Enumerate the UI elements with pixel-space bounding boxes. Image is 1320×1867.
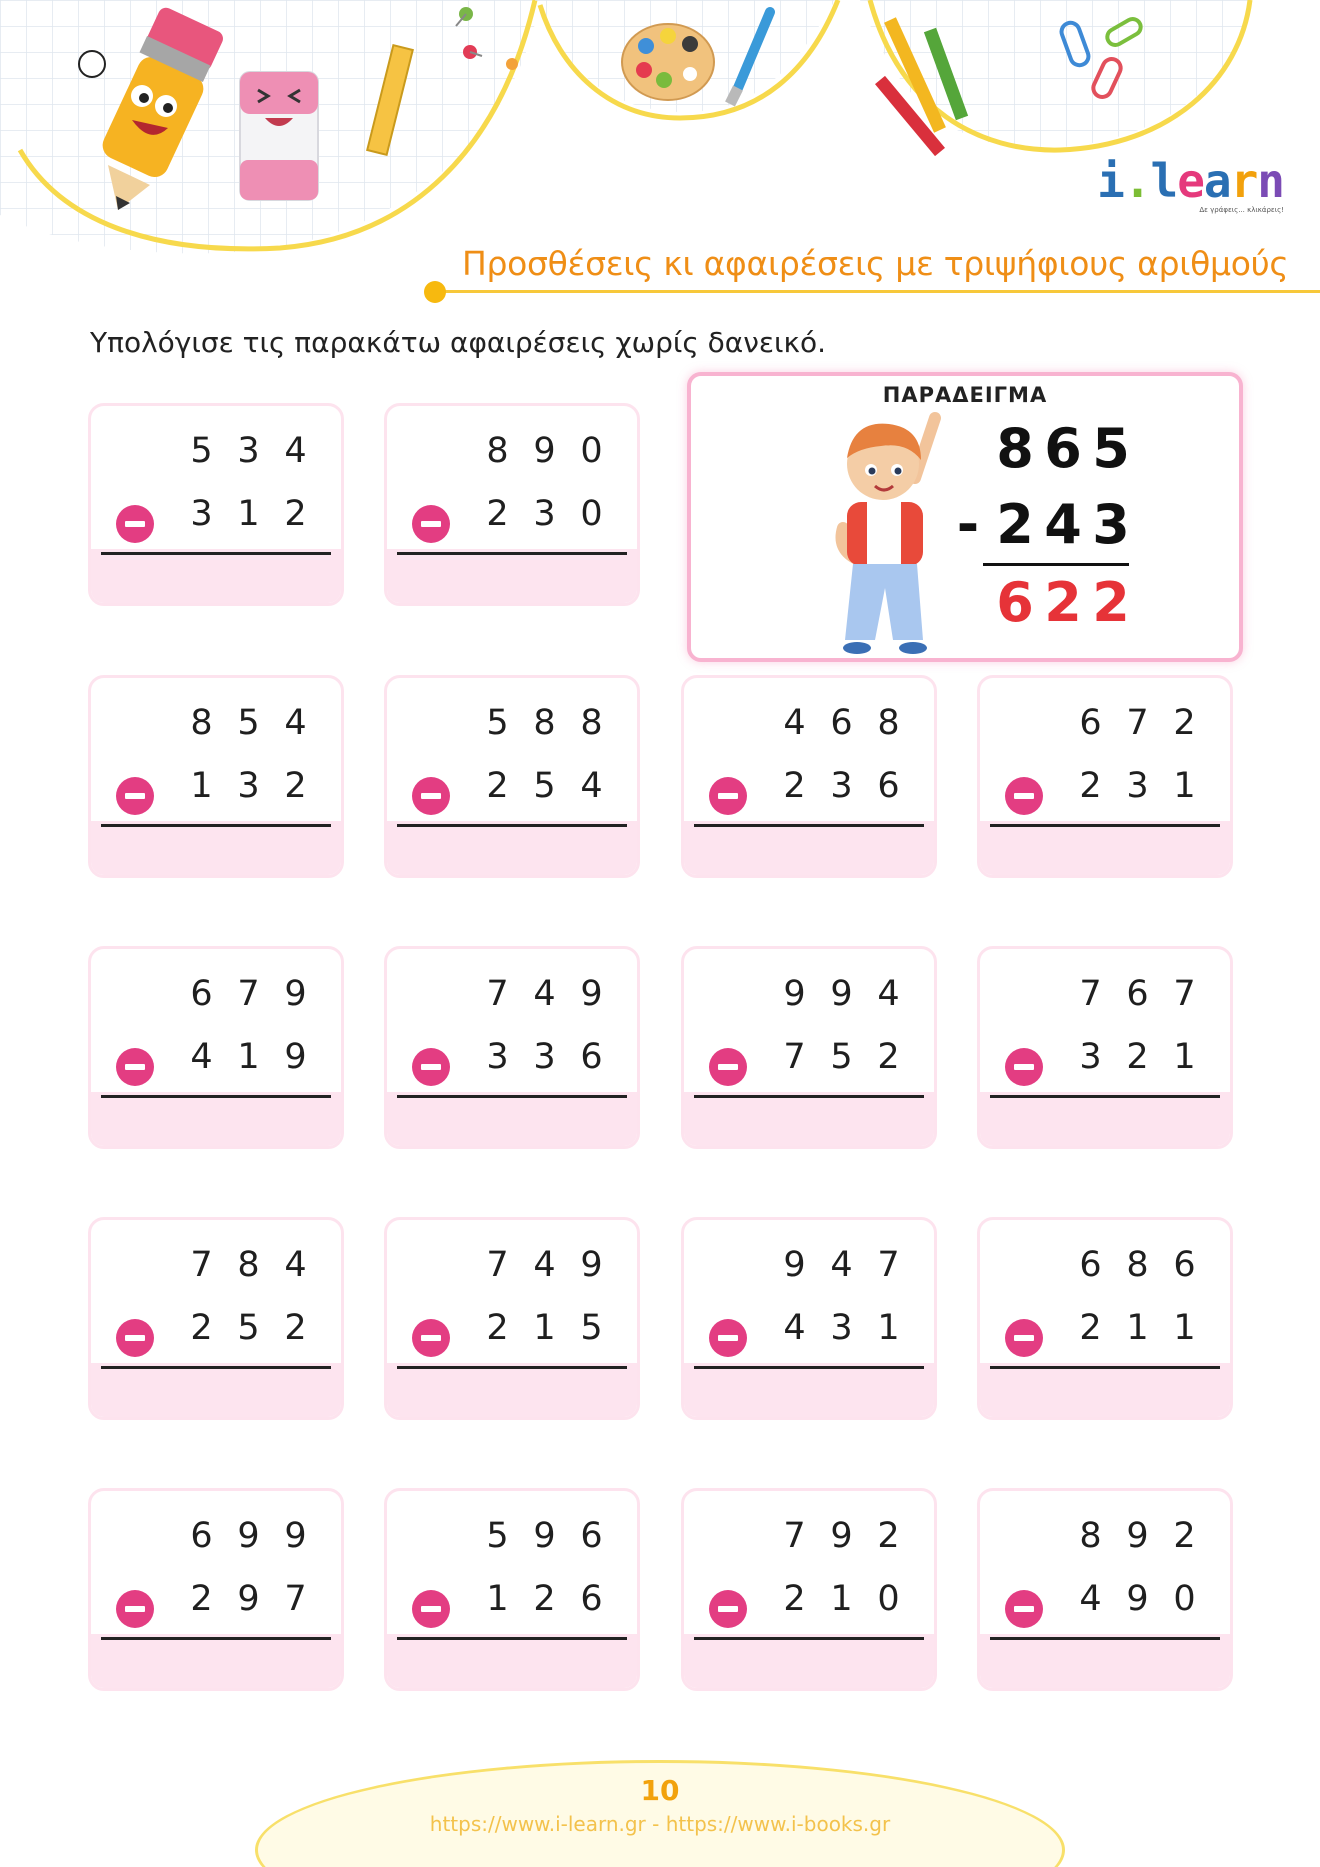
subtrahend xyxy=(771,1037,912,1077)
sum-line xyxy=(694,824,924,827)
subtraction-exercise[interactable] xyxy=(977,1488,1233,1691)
minuend xyxy=(1067,1245,1208,1285)
digit: 5 xyxy=(1092,417,1130,480)
minus-icon xyxy=(709,1319,747,1357)
minus-icon xyxy=(412,1048,450,1086)
digit: 5 xyxy=(237,703,260,743)
subtraction-exercise[interactable] xyxy=(977,946,1233,1149)
answer-area[interactable] xyxy=(684,1634,934,1688)
sum-line xyxy=(101,1637,331,1640)
minus-icon xyxy=(1005,1590,1043,1628)
digit: 7 xyxy=(783,1037,806,1077)
digit: 3 xyxy=(830,766,853,806)
subtrahend xyxy=(178,1037,319,1077)
digit: 2 xyxy=(533,1579,556,1619)
digit: 8 xyxy=(486,431,509,471)
digit: 2 xyxy=(1044,571,1082,634)
digit: 1 xyxy=(190,766,213,806)
digit: 3 xyxy=(830,1308,853,1348)
digit: 4 xyxy=(1079,1579,1102,1619)
digit: 2 xyxy=(783,1579,806,1619)
minuend xyxy=(474,1245,615,1285)
sum-line xyxy=(101,1095,331,1098)
answer-area[interactable] xyxy=(91,1092,341,1146)
subtrahend xyxy=(1067,1308,1208,1348)
digit: 2 xyxy=(1079,1308,1102,1348)
digit: 9 xyxy=(830,974,853,1014)
digit: 9 xyxy=(580,1245,603,1285)
subtraction-exercise[interactable] xyxy=(681,1488,937,1691)
instruction-text: Υπολόγισε τις παρακάτω αφαιρέσεις χωρίς δανεικό. xyxy=(90,326,827,359)
subtrahend xyxy=(771,1579,912,1619)
answer-area[interactable] xyxy=(91,549,341,603)
digit: 6 xyxy=(1126,974,1149,1014)
digit: 4 xyxy=(284,1245,307,1285)
digit: 1 xyxy=(1173,766,1196,806)
digit: 1 xyxy=(877,1308,900,1348)
digit: 5 xyxy=(237,1308,260,1348)
digit: 7 xyxy=(1126,703,1149,743)
subtrahend xyxy=(474,1037,615,1077)
answer-area[interactable] xyxy=(980,1634,1230,1688)
digit: 8 xyxy=(580,703,603,743)
logo-letter: n xyxy=(1257,154,1284,208)
digit: 1 xyxy=(1126,1308,1149,1348)
minuend xyxy=(771,703,912,743)
digit: 1 xyxy=(237,494,260,534)
digit: 4 xyxy=(533,1245,556,1285)
page-number: 10 xyxy=(640,1774,680,1807)
digit: 0 xyxy=(877,1579,900,1619)
logo-letter: i xyxy=(1097,154,1124,208)
minuend xyxy=(178,1516,319,1556)
subtrahend xyxy=(178,1308,319,1348)
minus-icon xyxy=(709,1590,747,1628)
digit: 3 xyxy=(1092,493,1130,556)
subtrahend xyxy=(474,766,615,806)
subtrahend xyxy=(178,766,319,806)
footer-links[interactable]: https://www.i-learn.gr - https://www.i-books.gr xyxy=(429,1812,891,1836)
subtraction-exercise[interactable] xyxy=(88,675,344,878)
subtrahend xyxy=(1067,766,1208,806)
digit: 2 xyxy=(486,766,509,806)
sum-line xyxy=(694,1637,924,1640)
digit: 3 xyxy=(486,1037,509,1077)
digit: 2 xyxy=(486,1308,509,1348)
digit: 6 xyxy=(830,703,853,743)
answer-area[interactable] xyxy=(91,1634,341,1688)
digit: 7 xyxy=(783,1516,806,1556)
digit: 7 xyxy=(877,1245,900,1285)
subtrahend xyxy=(474,1308,615,1348)
sum-line xyxy=(397,1095,627,1098)
brand-logo xyxy=(1097,154,1284,214)
digit: 2 xyxy=(190,1308,213,1348)
digit: 1 xyxy=(533,1308,556,1348)
digit: 4 xyxy=(190,1037,213,1077)
subtrahend xyxy=(178,494,319,534)
example-label: ΠΑΡΑΔΕΙΓΜΑ xyxy=(882,383,1048,407)
digit: 7 xyxy=(1079,974,1102,1014)
digit: 2 xyxy=(996,493,1034,556)
example-result xyxy=(991,571,1135,634)
minus-icon xyxy=(412,505,450,543)
subtraction-exercise[interactable] xyxy=(977,1217,1233,1420)
logo-letter: l xyxy=(1150,154,1178,208)
digit: 2 xyxy=(1173,703,1196,743)
digit: 2 xyxy=(284,766,307,806)
answer-area[interactable] xyxy=(684,821,934,875)
minuend xyxy=(1067,974,1208,1014)
subtrahend xyxy=(474,1579,615,1619)
digit: 2 xyxy=(1079,766,1102,806)
logo-letter: . xyxy=(1123,154,1151,208)
answer-area[interactable] xyxy=(980,821,1230,875)
subtrahend xyxy=(178,1579,319,1619)
digit: 7 xyxy=(237,974,260,1014)
subtrahend xyxy=(474,494,615,534)
digit: 6 xyxy=(1044,417,1082,480)
digit: 6 xyxy=(580,1579,603,1619)
digit: 2 xyxy=(877,1037,900,1077)
digit: 2 xyxy=(1126,1037,1149,1077)
digit: 4 xyxy=(284,703,307,743)
digit: 9 xyxy=(830,1516,853,1556)
logo-letter: a xyxy=(1203,154,1231,208)
minuend xyxy=(178,431,319,471)
subtraction-exercise[interactable] xyxy=(88,1217,344,1420)
digit: 3 xyxy=(533,1037,556,1077)
minuend xyxy=(178,703,319,743)
digit: 5 xyxy=(486,1516,509,1556)
digit: 3 xyxy=(533,494,556,534)
paint-palette-icon xyxy=(622,24,714,100)
digit: 2 xyxy=(1092,571,1130,634)
sum-line xyxy=(101,824,331,827)
title-bullet xyxy=(424,281,446,303)
digit: 3 xyxy=(237,431,260,471)
digit: 9 xyxy=(533,1516,556,1556)
subtrahend xyxy=(1067,1579,1208,1619)
subtraction-exercise[interactable] xyxy=(384,403,640,606)
sum-line xyxy=(990,1095,1220,1098)
digit: 9 xyxy=(1126,1516,1149,1556)
digit: 5 xyxy=(830,1037,853,1077)
sum-line xyxy=(990,824,1220,827)
digit: 8 xyxy=(1126,1245,1149,1285)
sum-line xyxy=(397,824,627,827)
subtraction-exercise[interactable] xyxy=(88,1488,344,1691)
digit: 3 xyxy=(1079,1037,1102,1077)
digit: 6 xyxy=(580,1516,603,1556)
digit: 8 xyxy=(877,703,900,743)
digit: 6 xyxy=(1079,703,1102,743)
answer-area[interactable] xyxy=(684,1363,934,1417)
subtrahend xyxy=(771,1308,912,1348)
sum-line xyxy=(397,1366,627,1369)
digit: 9 xyxy=(284,1037,307,1077)
digit: 4 xyxy=(1044,493,1082,556)
sum-line xyxy=(990,1366,1220,1369)
minus-icon xyxy=(116,777,154,815)
answer-area[interactable] xyxy=(684,1092,934,1146)
digit: 9 xyxy=(580,974,603,1014)
minuend xyxy=(474,1516,615,1556)
subtraction-exercise[interactable] xyxy=(88,403,344,606)
minus-icon xyxy=(116,1590,154,1628)
digit: 9 xyxy=(1126,1579,1149,1619)
digit: 2 xyxy=(284,494,307,534)
digit: 3 xyxy=(237,766,260,806)
minuend xyxy=(474,703,615,743)
digit: 9 xyxy=(237,1579,260,1619)
title-underline xyxy=(428,290,1320,293)
minus-icon xyxy=(412,1319,450,1357)
minus-icon xyxy=(116,1319,154,1357)
digit: 7 xyxy=(1173,974,1196,1014)
digit: 2 xyxy=(190,1579,213,1619)
digit: 6 xyxy=(996,571,1034,634)
digit: 0 xyxy=(580,431,603,471)
digit: 6 xyxy=(1079,1245,1102,1285)
subtraction-exercise[interactable] xyxy=(88,946,344,1149)
answer-area[interactable] xyxy=(91,821,341,875)
minus-icon xyxy=(116,505,154,543)
digit: 9 xyxy=(284,974,307,1014)
answer-area[interactable] xyxy=(387,1634,637,1688)
digit: 5 xyxy=(533,766,556,806)
logo-letter: e xyxy=(1177,154,1204,208)
sum-line xyxy=(397,1637,627,1640)
answer-area[interactable] xyxy=(91,1363,341,1417)
minuend xyxy=(1067,703,1208,743)
digit: 7 xyxy=(486,974,509,1014)
subtraction-exercise[interactable] xyxy=(681,1217,937,1420)
digit: 4 xyxy=(830,1245,853,1285)
minuend xyxy=(474,431,615,471)
example-top-number xyxy=(991,417,1135,480)
digit: 2 xyxy=(486,494,509,534)
minuend xyxy=(474,974,615,1014)
subtrahend xyxy=(1067,1037,1208,1077)
answer-area[interactable] xyxy=(387,821,637,875)
digit: 7 xyxy=(190,1245,213,1285)
digit: 6 xyxy=(190,1516,213,1556)
answer-area[interactable] xyxy=(387,1092,637,1146)
minuend xyxy=(771,974,912,1014)
digit: 1 xyxy=(830,1579,853,1619)
example-operator: - xyxy=(956,493,980,556)
digit: 3 xyxy=(1126,766,1149,806)
answer-area[interactable] xyxy=(980,1363,1230,1417)
sum-line xyxy=(694,1095,924,1098)
digit: 0 xyxy=(1173,1579,1196,1619)
minus-icon xyxy=(1005,777,1043,815)
minuend xyxy=(771,1516,912,1556)
digit: 2 xyxy=(284,1308,307,1348)
digit: 4 xyxy=(533,974,556,1014)
minuend xyxy=(1067,1516,1208,1556)
subtraction-exercise[interactable] xyxy=(384,946,640,1149)
digit: 8 xyxy=(190,703,213,743)
digit: 2 xyxy=(1173,1516,1196,1556)
digit: 9 xyxy=(783,1245,806,1285)
digit: 2 xyxy=(877,1516,900,1556)
subtraction-exercise[interactable] xyxy=(681,946,937,1149)
sum-line xyxy=(101,1366,331,1369)
digit: 7 xyxy=(284,1579,307,1619)
example-sum-line xyxy=(983,563,1129,566)
digit: 2 xyxy=(783,766,806,806)
digit: 5 xyxy=(486,703,509,743)
sum-line xyxy=(694,1366,924,1369)
digit: 4 xyxy=(284,431,307,471)
subtraction-exercise[interactable] xyxy=(384,1217,640,1420)
minuend xyxy=(178,1245,319,1285)
digit: 4 xyxy=(783,1308,806,1348)
digit: 7 xyxy=(486,1245,509,1285)
logo-letter: r xyxy=(1230,154,1258,208)
digit: 3 xyxy=(190,494,213,534)
sum-line xyxy=(397,552,627,555)
subtraction-exercise[interactable] xyxy=(384,675,640,878)
answer-area[interactable] xyxy=(387,549,637,603)
digit: 6 xyxy=(190,974,213,1014)
digit: 4 xyxy=(877,974,900,1014)
digit: 6 xyxy=(1173,1245,1196,1285)
minus-icon xyxy=(412,1590,450,1628)
example-bottom-number xyxy=(991,493,1135,556)
digit: 0 xyxy=(580,494,603,534)
digit: 1 xyxy=(486,1579,509,1619)
minus-icon xyxy=(709,777,747,815)
minus-icon xyxy=(116,1048,154,1086)
digit: 8 xyxy=(237,1245,260,1285)
minuend xyxy=(178,974,319,1014)
sum-line xyxy=(101,552,331,555)
digit: 1 xyxy=(1173,1037,1196,1077)
minus-icon xyxy=(1005,1319,1043,1357)
answer-area[interactable] xyxy=(387,1363,637,1417)
subtraction-exercise[interactable] xyxy=(977,675,1233,878)
digit: 9 xyxy=(237,1516,260,1556)
digit: 8 xyxy=(533,703,556,743)
digit: 5 xyxy=(190,431,213,471)
digit: 1 xyxy=(1173,1308,1196,1348)
digit: 9 xyxy=(533,431,556,471)
subtrahend xyxy=(771,766,912,806)
kid-waving-icon xyxy=(823,408,953,658)
digit: 6 xyxy=(877,766,900,806)
digit: 9 xyxy=(284,1516,307,1556)
answer-area[interactable] xyxy=(980,1092,1230,1146)
digit: 9 xyxy=(783,974,806,1014)
minus-icon xyxy=(1005,1048,1043,1086)
digit: 4 xyxy=(783,703,806,743)
digit: 4 xyxy=(580,766,603,806)
page-title: Προσθέσεις κι αφαιρέσεις με τριψήφιους αριθμούς xyxy=(462,244,1289,283)
digit: 8 xyxy=(996,417,1034,480)
logo-tagline: Δε γράφεις... κλικάρεις! xyxy=(1199,206,1284,214)
digit: 6 xyxy=(580,1037,603,1077)
subtraction-exercise[interactable] xyxy=(681,675,937,878)
minuend xyxy=(771,1245,912,1285)
digit: 5 xyxy=(580,1308,603,1348)
digit: 1 xyxy=(237,1037,260,1077)
example-card xyxy=(687,372,1243,662)
eraser-mascot-icon xyxy=(240,72,318,200)
digit: 8 xyxy=(1079,1516,1102,1556)
sum-line xyxy=(990,1637,1220,1640)
minus-icon xyxy=(412,777,450,815)
subtraction-exercise[interactable] xyxy=(384,1488,640,1691)
minus-icon xyxy=(709,1048,747,1086)
